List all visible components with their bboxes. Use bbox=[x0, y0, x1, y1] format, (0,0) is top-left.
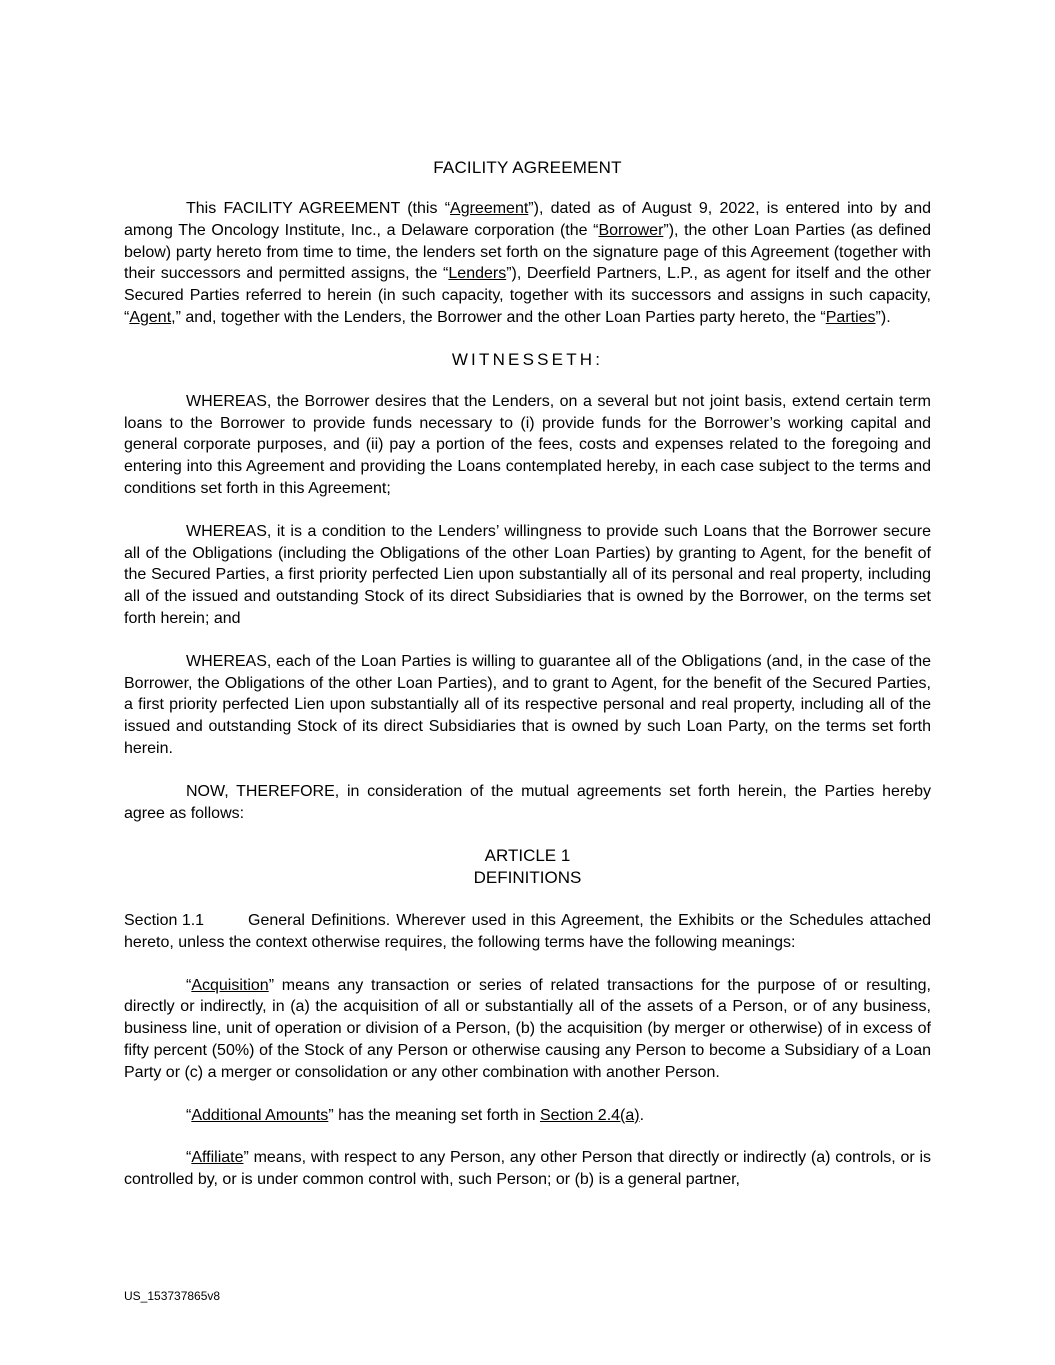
section-text: . Wherever used in this Agreement, the Exhibits or the Schedules attached hereto, unless the context otherwise requires, the following terms have the following meanings: bbox=[124, 911, 931, 951]
intro-text-3: ”), the other Loan Parties (as defined below) party hereto from time to time, the lenders set forth on the signature page of this Agreement (together with their successors and permitted assigns, the “ bbox=[124, 221, 932, 283]
term-agent: Agent bbox=[129, 308, 172, 326]
document-footer-id: US_153737865v8 bbox=[124, 1289, 221, 1303]
definition-text: ” means any transaction or series of related transactions for the purpose of or resulting, directly or indirectly, in (a) the acquisition of all or substantially all of the assets of a Person, or of any business, business line, unit of operation or division of a Person, (b) the acquisition (by merger or otherwise) of in excess of fifty percent (50%) of the Stock of any Person or otherwise causing any Person to become a Subsidiary of a Loan Party or (c) a merger or consolidation or any other combination with another Person. bbox=[124, 976, 931, 1081]
intro-text-6: ”). bbox=[875, 308, 891, 326]
defined-term-affiliate: Affiliate bbox=[191, 1149, 244, 1167]
term-lenders: Lenders bbox=[448, 265, 507, 283]
witnesseth-heading: WITNESSETH: bbox=[451, 349, 604, 369]
intro-paragraph bbox=[124, 198, 931, 329]
section-number: Section 1.1 bbox=[124, 911, 205, 929]
period: . bbox=[639, 1106, 645, 1124]
article-number: ARTICLE 1 bbox=[484, 846, 571, 866]
whereas-paragraph-1: WHEREAS, the Borrower desires that the Lenders, on a several but not joint basis, extend certain term loans to the Borrower to provide funds necessary to (i) provide funds for the Borrower’s working capital and general corporate purposes, and (ii) pay a portion of the fees, costs and expenses related to the foregoing and entering into this Agreement and providing the Loans contemplated hereby, in each case subject to the terms and conditions set forth in this Agreement; bbox=[124, 392, 931, 497]
quote-open: “ bbox=[186, 1149, 192, 1167]
intro-text-1: This FACILITY AGREEMENT (this “ bbox=[186, 200, 451, 217]
definition-text: ” has the meaning set forth in bbox=[328, 1106, 540, 1124]
whereas-paragraph-2: WHEREAS, it is a condition to the Lenders’ willingness to provide such Loans that the Borrower secure all of the Obligations (including the Obligations of the other Loan Parties) by granting to Agent, for the benefit of the Secured Parties, a first priority perfected Lien upon substantially all of its personal and real property, including all of the issued and outstanding Stock of its direct Subsidiaries that is owned by the Borrower, on the terms set forth herein; and bbox=[124, 522, 931, 627]
defined-term-additional-amounts: Additional Amounts bbox=[191, 1106, 329, 1124]
intro-text-4: ”), Deerfield Partners, L.P., as agent for itself and the other Secured Parties referred to herein (in such capacity, together with its successors and assigns in such capacity, “ bbox=[124, 265, 931, 326]
document-title: FACILITY AGREEMENT bbox=[433, 158, 622, 177]
defined-term-acquisition: Acquisition bbox=[191, 976, 269, 994]
section-1-1 bbox=[124, 910, 931, 954]
quote-open: “ bbox=[186, 976, 192, 994]
intro-text-2: ”), dated as of August 9, 2022, is entered into by and among The Oncology Institute, Inc., a Delaware corporation (the “ bbox=[124, 200, 931, 239]
now-therefore-paragraph: NOW, THEREFORE, in consideration of the mutual agreements set forth herein, the Parties hereby agree as follows: bbox=[124, 782, 931, 822]
definition-acquisition bbox=[124, 975, 931, 1084]
definition-text: ” means, with respect to any Person, any other Person that directly or indirectly (a) controls, or is controlled by, or is under common control with, such Person; or (b) is a general partner, bbox=[124, 1149, 931, 1189]
definition-additional-amounts bbox=[124, 1105, 931, 1127]
section-heading: General Definitions bbox=[248, 911, 386, 929]
term-agreement: Agreement bbox=[450, 200, 529, 217]
definition-affiliate bbox=[124, 1147, 931, 1191]
article-title: DEFINITIONS bbox=[473, 868, 582, 888]
article-heading bbox=[124, 845, 931, 889]
whereas-paragraph-3: WHEREAS, each of the Loan Parties is willing to guarantee all of the Obligations (and, in the case of the Borrower, the Obligations of the other Loan Parties), and to grant to Agent, for the benefit of the Secured Parties, a first priority perfected Lien upon substantially all of its respective personal and real property, including all of the issued and outstanding Stock of its direct Subsidiaries that is owned by such Loan Party, on the terms set forth herein. bbox=[124, 652, 931, 757]
section-reference: Section 2.4(a) bbox=[539, 1106, 640, 1124]
term-parties: Parties bbox=[825, 308, 876, 326]
document-page bbox=[124, 158, 931, 1191]
quote-open: “ bbox=[186, 1106, 192, 1124]
intro-text-5: ,” and, together with the Lenders, the Borrower and the other Loan Parties party hereto, the “ bbox=[171, 308, 826, 326]
term-borrower: Borrower bbox=[598, 221, 664, 239]
